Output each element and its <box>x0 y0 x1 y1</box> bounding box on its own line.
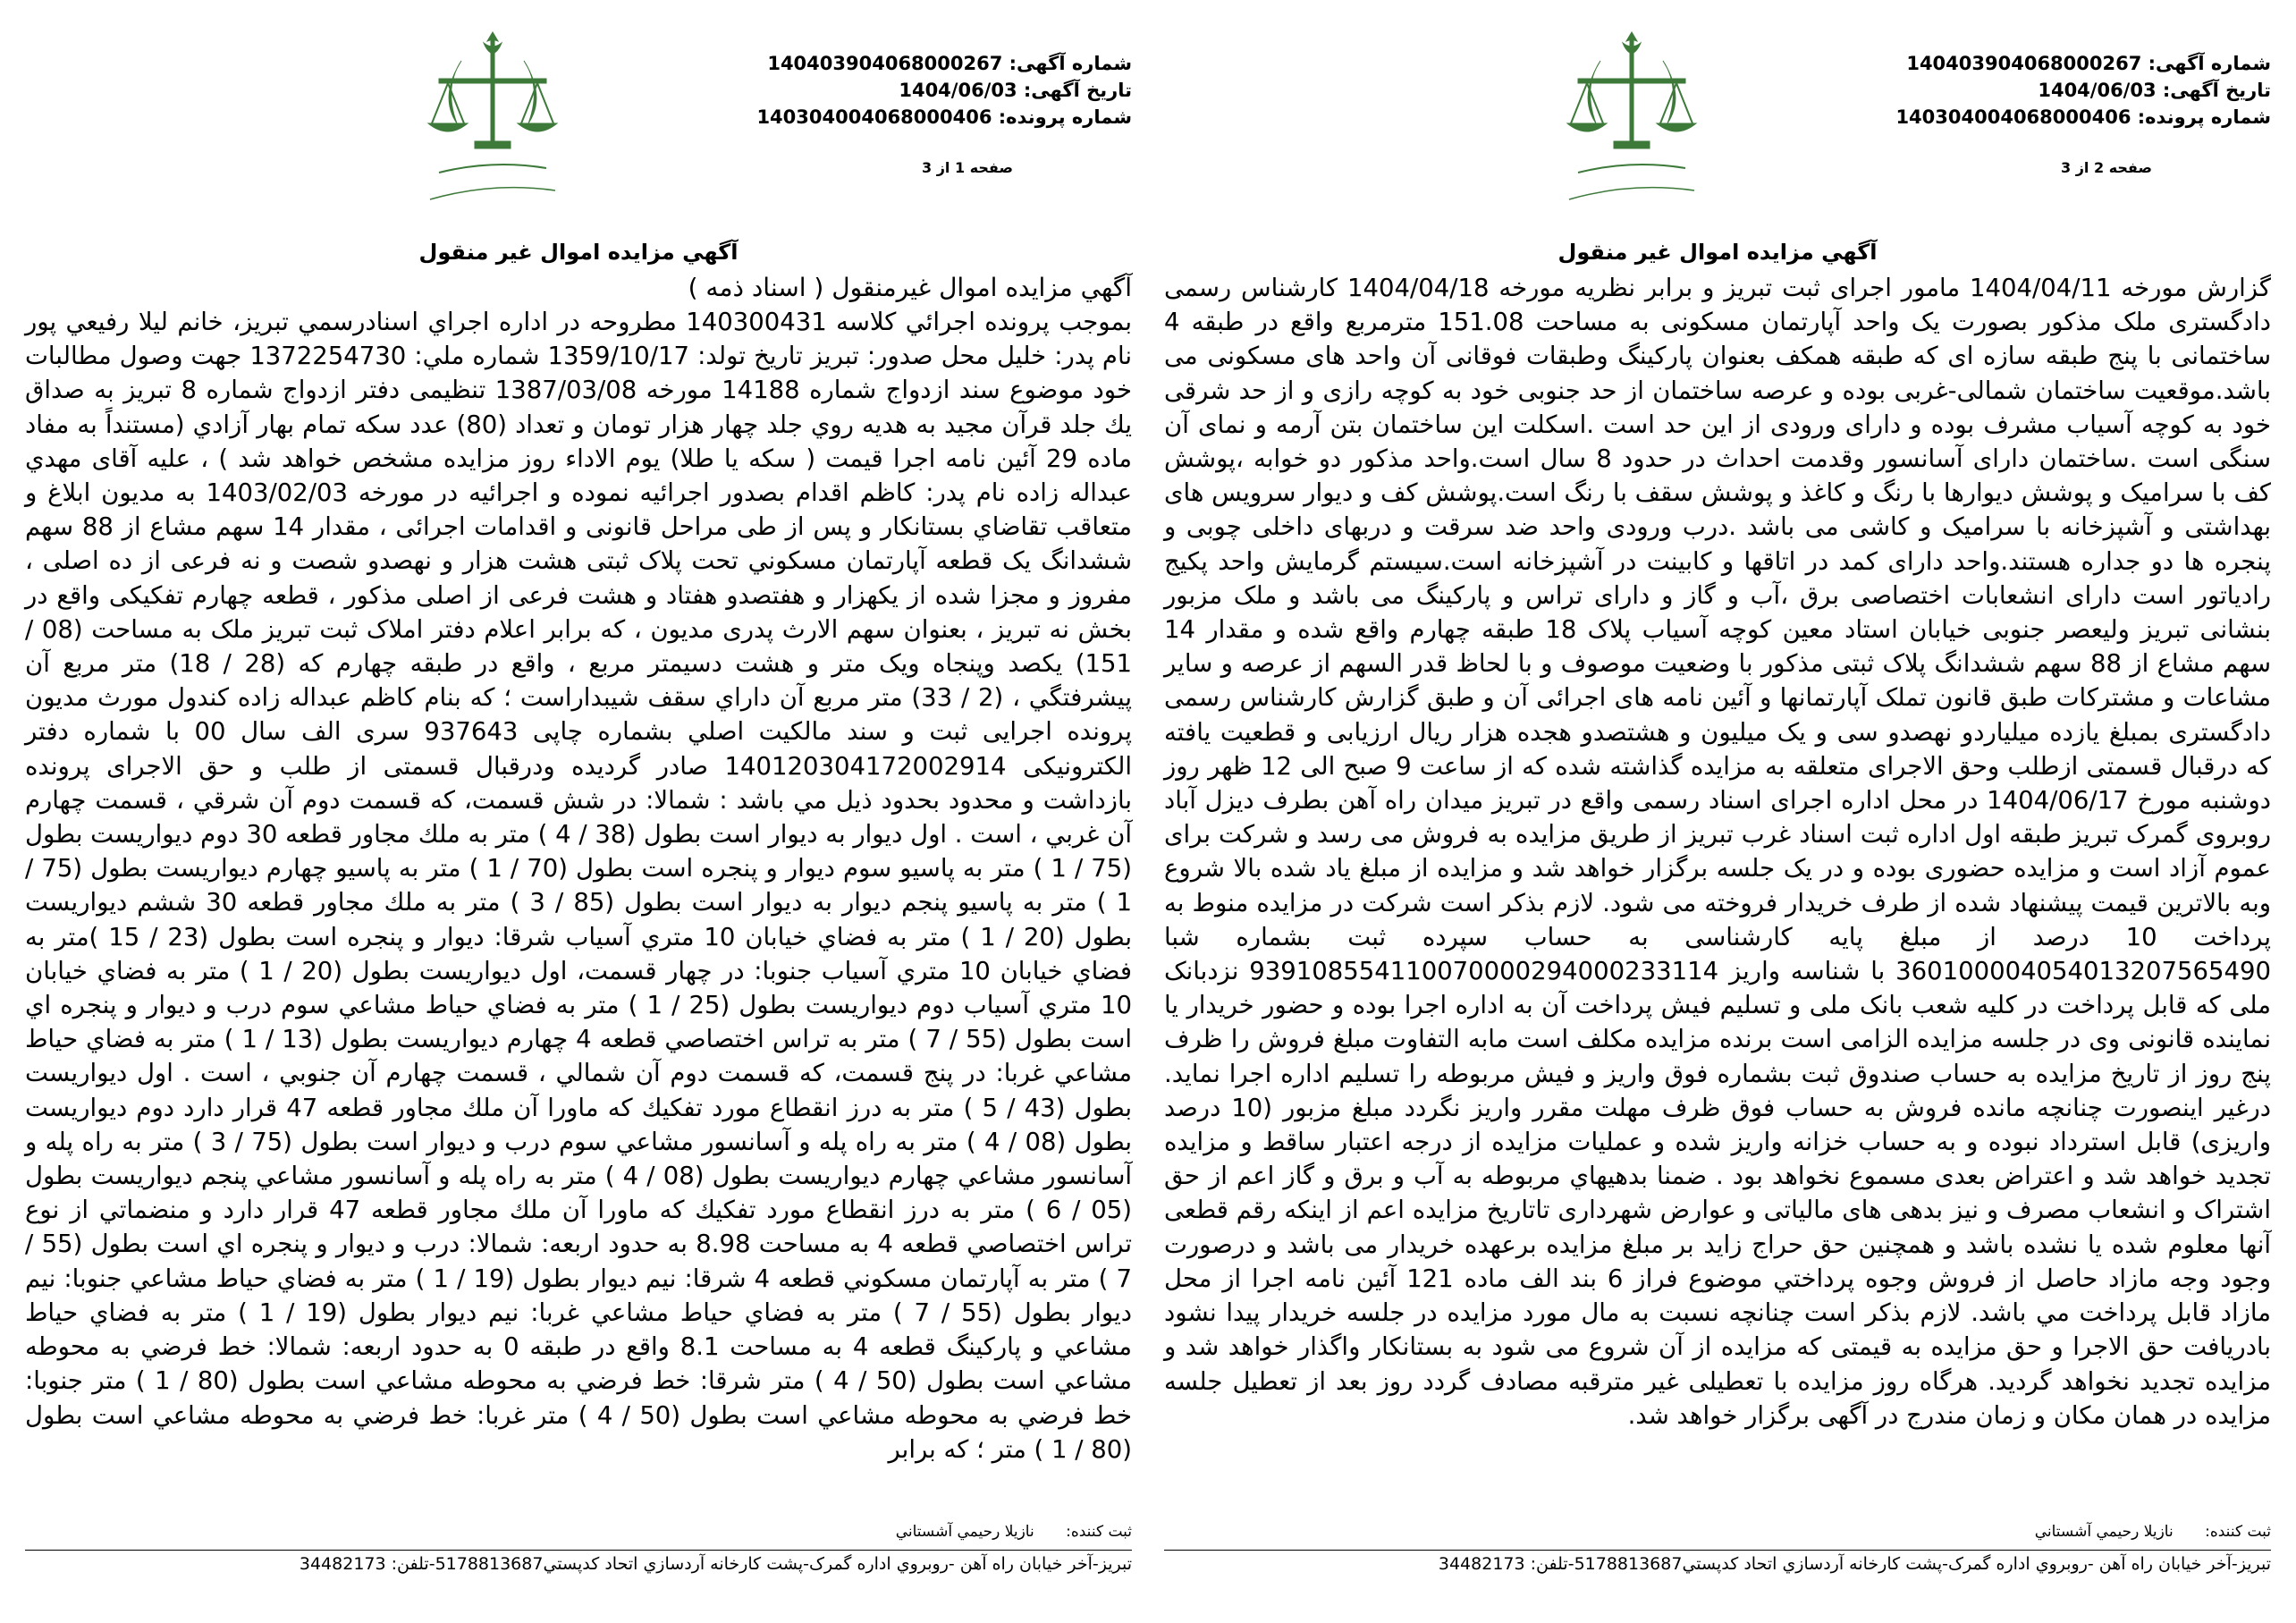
notice-date-row <box>1860 77 2271 104</box>
notice-body-text: گزارش مورخه 1404/04/11 مامور اجرای ثبت تبريز و برابر نظريه مورخه 1404/04/18 كارشناس رسمی دادگستری ملک مذكور بصورت يک واحد آپارتمان مسكونی به مساحت 151.08 مترمربع واقع در طبقه 4 ساختمانی با پنج طبقه سازه ای كه طبقه همكف بعنوان پاركينگ وطبقات فوقانی آن واحد های مسكونی می باشد.موقعيت ساختمان شمالی-غربی بوده و عرصه ساختمان از حد جنوبی خود به كوچه رازی و از حد شرقی خود به كوچه آسياب مشرف بوده و دارای ورودی از اين حد است .اسكلت اين ساختمان بتن آرمه و نمای آن سنگی است .ساختمان دارای آسانسور وقدمت احداث در حدود 8 سال است.واحد مذكور دو خوابه ،پوشش كف با سراميک و پوشش ديوارها با رنگ و كاغذ و پوشش سقف با رنگ است.پوشش كف و ديوار سرويس های بهداشتی و آشپزخانه با سراميک و كاشی می باشد .درب ورودی واحد ضد سرقت و دربهای داخلی چوبی و پنجره ها دو جداره هستند.واحد دارای كمد در اتاقها و كابينت در آشپزخانه است.سيستم گرمايش واحد پكيج رادياتور است دارای انشعابات اختصاصی برق ،آب و گاز و دارای تراس و پاركينگ می باشد و ملک مزبور بنشانی تبريز وليعصر جنوبی خيابان استاد معين كوچه آسياب پلاک 18 طبقه چهارم واقع شده و مقدار 14 سهم مشاع از 88 سهم ششدانگ پلاک ثبتی مذكور با وضعيت موصوف و با لحاظ قدر السهم از عرصه و ساير مشاعات و مشتركات طبق قانون تملک آپارتمانها و آئين نامه های اجرائی آن و طبق گزارش كارشناس رسمی دادگستری بمبلغ يازده ميلياردو نهصدو سی و يک ميليون و هشتصدو هجده هزار ريال ارزيابی و قطعيت يافته كه درقبال قسمتی ازطلب وحق الاجرای متعلقه به مزايده گذاشته شده كه از ساعت 9 صبح الی 12 ظهر روز دوشنبه مورخ 1404/06/17 در محل اداره اجرای اسناد رسمی واقع در تبريز ميدان راه آهن بطرف ديزل آباد روبروی گمرک تبريز طبقه اول اداره ثبت اسناد غرب تبريز از طريق مزايده به فروش می رسد و شركت برای عموم آزاد است و مزايده حضوری بوده و در يک جلسه برگزار خواهد شد و مزايده از مبلغ ياد شده بالا شروع وبه بالاترين قيمت پيشنهاد شده از طرف خريدار فروخته می شود. لازم بذكر است شركت در مزايده منوط به پرداخت 10 درصد از مبلغ پايه كارشناسی به حساب سپرده ثبت بشماره شبا 360100004054013207565490 با شناسه واريز 939108554110070000294000233114 نزدبانک ملی كه قابل پرداخت در كليه شعب بانک ملی و تسليم فيش پرداخت آن به اداره اجرا بوده و حضور خريدار يا نماينده قانونی وی در جلسه مزايده الزامی است برنده مزايده مكلف است مابه التفاوت مبلغ فروش را ظرف پنج روز از تاريخ مزايده به حساب صندوق ثبت بشماره فوق واريز و فيش مربوطه را تسليم اداره اجرا نمايد. درغير اينصورت چنانچه مانده فروش به حساب فوق ظرف مهلت مقرر واريز نگردد مبلغ مزبور (10 درصد واريزی) قابل استرداد نبوده و به حساب خزانه واريز شده و عمليات مزايده از درجه اعتبار ساقط و مزايده تجديد خواهد شد و اعتراض بعدی مسموع نخواهد بود . ضمنا بدهيهاي مربوطه به آب و برق و گاز اعم از حق اشتراک و انشعاب مصرف و نيز بدهی های مالياتی و عوارض شهرداری تاتاريخ مزايده اعم از اينكه رقم قطعی آنها معلوم شده يا نشده باشد و همچنين حق حراج زايد بر مبلغ مزايده برعهده خريدار می باشد و درصورت وجود وجه مازاد حاصل از فروش وجوه پرداختي موضوع فراز 6 بند الف ماده 121 آئين نامه اجرا از محل مازاد قابل پرداخت مي باشد. لازم بذكر است چنانچه نسبت به مال مورد مزايده در جلسه خريدار پيدا نشود بادريافت حق الاجرا و حق مزايده به قيمتی كه مزايده از آن شروع می شود به بستانكار واگذار خواهد شد و مزايده تجديد نخواهد گرديد. هرگاه روز مزايده با تعطيلی غير مترقبه مصادف گردد روز بعد از تعطيل جلسه مزايده در همان مكان و زمان مندرج در آگهی برگزار خواهد شد. <box>1164 274 2272 1430</box>
judiciary-emblem-icon <box>1551 25 1712 213</box>
notice-body <box>1164 271 2271 1433</box>
notice-page-1 <box>25 25 1132 1608</box>
signer <box>896 1523 1132 1541</box>
notice-body-text: بموجب پرونده اجرائي كلاسه 140300431 مطروحه در اداره اجراي اسنادرسمي تبريز، خانم ليلا رفيعي پور نام پدر: خليل محل صدور: تبريز تاريخ تولد: 1359/10/17 شماره ملي: 1372254730 جهت وصول مطالبات خود موضوع سند ازدواج شماره 14188 مورخه 1387/03/08 تنظيمی دفتر ازدواج شماره 8 تبريز به صداق يك جلد قرآن مجيد به هديه روي جلد چهار هزار تومان و تعداد (80) عدد سكه تمام بهار آزادي (مستنداً به مفاد ماده 29 آئين نامه اجرا قيمت ( سكه يا طلا) يوم الاداء روز مزايده مشخص خواهد شد ) ، عليه آقای مهدي عبداله زاده نام پدر: كاظم اقدام بصدور اجرائيه نموده و اجرائيه در مورخه 1403/02/03 به مديون ابلاغ و متعاقب تقاضاي بستانكار و پس از طی مراحل قانونی و اقدامات اجرائی ، مقدار 14 سهم مشاع از 88 سهم ششدانگ يک قطعه آپارتمان مسكوني تحت پلاک ثبتی هشت هزار و نهصدو شصت و نه فرعی از ده اصلی ، مفروز و مجزا شده از يكهزار و هفتصدو هفتاد و هشت فرعی از اصلی مذكور ، قطعه چهارم تفكيكی واقع در بخش نه تبريز ، بعنوان سهم الارث پدری مديون ، كه برابر اعلام دفتر املاک ثبت تبريز ملک به مساحت (08 / 151) يكصد وپنجاه ويک متر و هشت دسيمتر مربع ، واقع در طبقه چهارم كه (28 / 18) متر مربع آن پيشرفتگي ، (2 / 33) متر مربع آن داراي سقف شيبداراست ؛ كه بنام كاظم عبداله زاده كندول مورث مديون پرونده اجرايی ثبت و سند مالكيت اصلي بشماره چاپی 937643 سری الف سال 00 با شماره دفتر الكترونيكی 140120304172002914 صادر گرديده ودرقبال قسمتی از طلب و حق الاجرای پرونده بازداشت و محدود بحدود ذيل مي باشد : شمالا: در شش قسمت، كه قسمت دوم آن شرقي ، قسمت چهارم آن غربي ، است . اول ديوار به ديوار است بطول (38 / 4 ) متر به ملك مجاور قطعه 30 دوم ديواريست بطول (75 / 1 ) متر به پاسيو سوم ديوار و پنجره است بطول (70 / 1 ) متر به پاسيو چهارم ديواريست بطول (75 / 1 ) متر به پاسيو پنجم ديوار به ديوار است بطول (85 / 3 ) متر به ملك مجاور قطعه 30 ششم ديواريست بطول (20 / 1 ) متر به فضاي خيابان 10 متري آسياب شرقا: ديوار و پنجره است بطول (23 / 15 )متر به فضاي خيابان 10 متري آسياب جنوبا: در چهار قسمت، اول ديواريست بطول (20 / 1 ) متر به فضاي خيابان 10 متري آسياب دوم ديواريست بطول (25 / 1 ) متر به فضاي حياط مشاعي سوم درب و ديوار و پنجره اي است بطول (55 / 7 ) متر به تراس اختصاصي قطعه 4 چهارم ديواريست بطول (13 / 1 ) متر به فضاي حياط مشاعي غربا: در پنج قسمت، كه قسمت دوم آن شمالي ، قسمت چهارم آن جنوبي ، است . اول ديواريست بطول (43 / 5 ) متر به درز انقطاع مورد تفكيك كه ماورا آن ملك مجاور قطعه 47 قرار دارد دوم ديواريست بطول (08 / 4 ) متر به راه پله و آسانسور مشاعي سوم درب و ديوار است بطول (75 / 3 ) متر به راه پله و آسانسور مشاعي چهارم ديواريست بطول (08 / 4 ) متر به راه پله و آسانسور مشاعي پنجم ديواريست بطول (05 / 6 ) متر به درز انقطاع مورد تفكيك كه ماورا آن ملك مجاور قطعه 47 قرار دارد و منضماتي از نوع تراس اختصاصي قطعه 4 به مساحت 8.98 به حدود اربعه: شمالا: درب و ديوار و پنجره اي است بطول (55 / 7 ) متر به آپارتمان مسكوني قطعه 4 شرقا: نيم ديوار بطول (19 / 1 ) متر به فضاي حياط مشاعي جنوبا: نيم ديوار بطول (55 / 7 ) متر به فضاي حياط مشاعي غربا: نيم ديوار بطول (19 / 1 ) متر به فضاي حياط مشاعي و پاركينگ قطعه 4 به مساحت 8.1 واقع در طبقه 0 به حدود اربعه: شمالا: خط فرضي به محوطه مشاعي است بطول (50 / 4 ) متر شرقا: خط فرضي به محوطه مشاعي است بطول (80 / 1 ) متر جنوبا: خط فرضي به محوطه مشاعي است بطول (50 / 4 ) متر غربا: خط فرضي به محوطه مشاعي است بطول (80 / 1 ) متر ؛ كه برابر <box>25 308 1133 1464</box>
judiciary-emblem-icon <box>412 25 573 213</box>
footer-divider <box>25 1550 1132 1551</box>
notice-date: 1404/06/03 <box>2038 80 2157 101</box>
file-number-label: شماره پرونده: <box>2137 106 2271 128</box>
notice-number-label: شماره آگهی: <box>2148 53 2271 74</box>
signer-name: نازیلا رحیمي آشستاني <box>2034 1523 2174 1541</box>
notice-number-row <box>721 50 1132 77</box>
file-number-row <box>721 104 1132 131</box>
page-title: آگهي مزايده اموال غير منقول <box>418 240 739 265</box>
notice-date-row <box>721 77 1132 104</box>
footer-phone: 34482173 <box>1438 1554 1525 1574</box>
notice-page-2 <box>1164 25 2271 1608</box>
notice-number-row <box>1860 50 2271 77</box>
notice-body <box>25 271 1132 1467</box>
footer <box>1439 1554 2271 1574</box>
signer <box>2035 1523 2271 1541</box>
file-number-label: شماره پرونده: <box>998 106 1132 128</box>
file-number: 140304004068000406 <box>1895 106 2131 128</box>
signer-name: نازیلا رحیمي آشستاني <box>895 1523 1034 1541</box>
footer-address: تبريز-آخر خيابان راه آهن -روبروي اداره گمرک-پشت کارخانه آردسازي اتحاد کدپستي5178813687-تلفن: <box>1530 1554 2271 1574</box>
notice-date-label: تاریخ آگهی: <box>2162 80 2271 101</box>
footer-phone: 34482173 <box>299 1554 386 1574</box>
signer-label: ثبت کننده: <box>2205 1523 2271 1541</box>
footer <box>300 1554 1132 1574</box>
notice-number: 140403904068000267 <box>767 53 1003 74</box>
notice-number-label: شماره آگهی: <box>1009 53 1132 74</box>
notice-date-label: تاریخ آگهی: <box>1023 80 1132 101</box>
page-number: صفحه 2 از 3 <box>2061 159 2152 176</box>
page-number: صفحه 1 از 3 <box>922 159 1013 176</box>
signer-label: ثبت کننده: <box>1066 1523 1132 1541</box>
notice-number: 140403904068000267 <box>1906 53 2142 74</box>
notice-date: 1404/06/03 <box>899 80 1017 101</box>
footer-divider <box>1164 1550 2271 1551</box>
notice-subtitle: آگهي مزايده اموال غيرمنقول ( اسناد ذمه ) <box>688 273 1132 302</box>
footer-address: تبريز-آخر خيابان راه آهن -روبروي اداره گمرک-پشت کارخانه آردسازي اتحاد کدپستي5178813687-تلفن: <box>391 1554 1132 1574</box>
notice-header-info <box>1860 50 2271 131</box>
file-number-row <box>1860 104 2271 131</box>
page-title: آگهي مزايده اموال غير منقول <box>1557 240 1878 265</box>
notice-header-info <box>721 50 1132 131</box>
file-number: 140304004068000406 <box>756 106 992 128</box>
